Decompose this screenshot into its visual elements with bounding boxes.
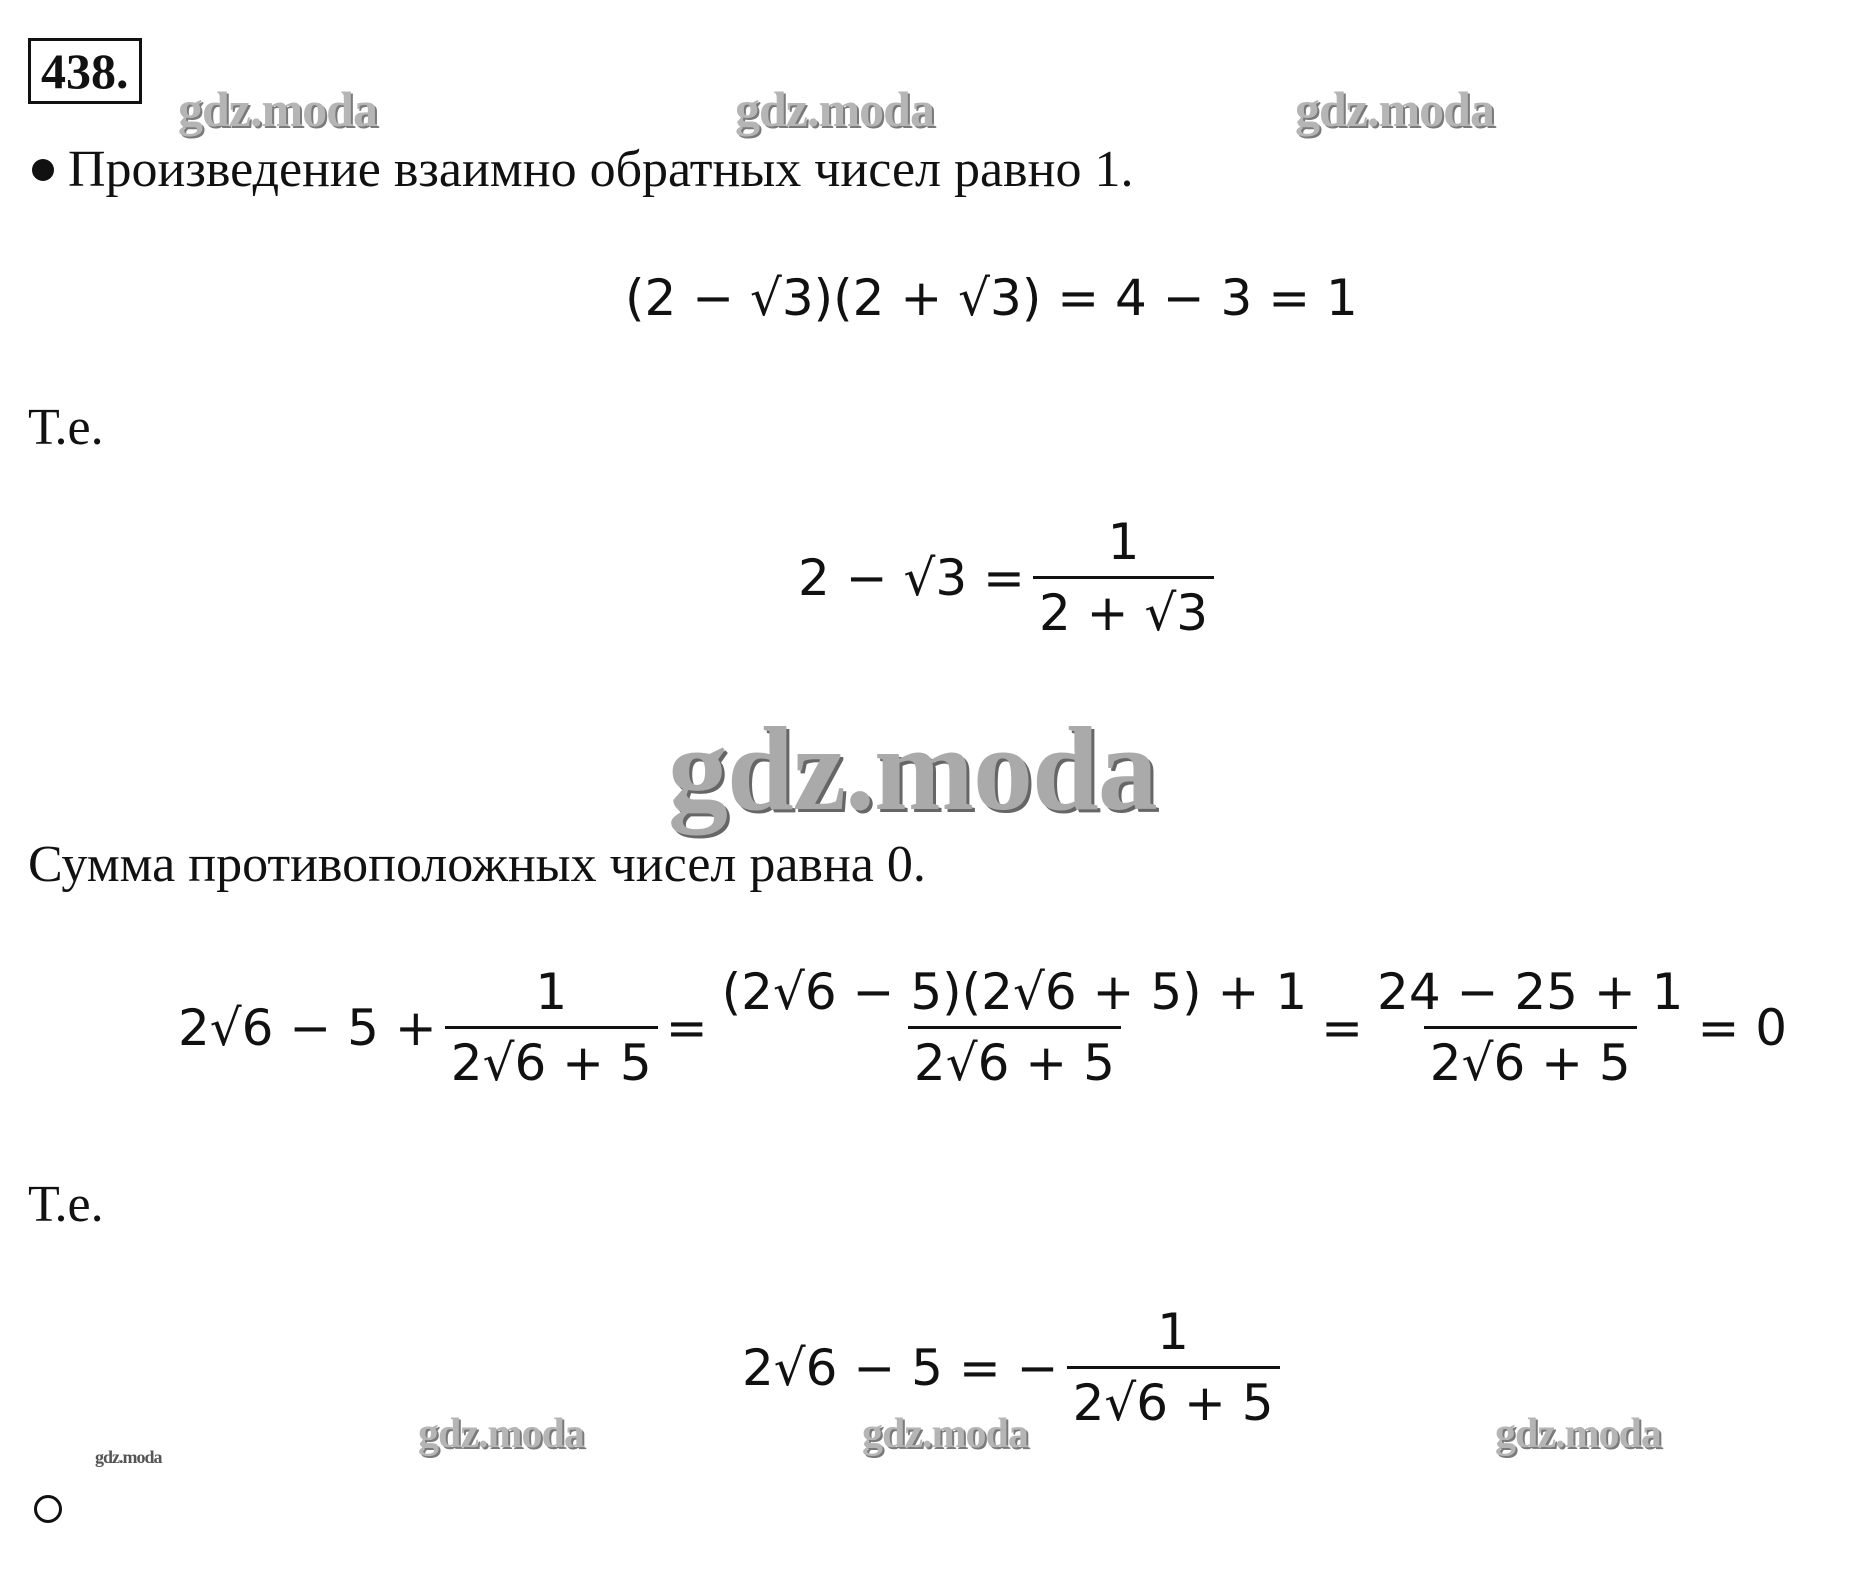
watermark: gdz.moda	[1495, 1411, 1661, 1457]
watermark: gdz.moda	[178, 81, 377, 137]
equation-opposite: 2√6 − 5 = − $\frac{1}{2√6 + 5}$	[742, 1302, 1288, 1433]
statement-product: Произведение взаимно обратных чисел равно 1.	[32, 140, 1133, 200]
equation-reciprocal: 2 − √3 = $\frac{1}{2 + √3}$	[798, 512, 1222, 643]
watermark: gdz.moda	[862, 1411, 1028, 1457]
end-circle-icon	[34, 1495, 62, 1523]
label-ie-2: Т.е.	[28, 1176, 104, 1233]
fraction: $\frac{24 - 25 + 1}{2√6 + 5}$	[1377, 963, 1684, 1092]
label-ie-1: Т.е.	[28, 399, 104, 456]
watermark-small: gdz.moda	[95, 1447, 162, 1467]
statement-sum: Сумма противоположных чисел равна 0.	[28, 836, 926, 893]
bullet-icon	[32, 159, 54, 181]
fraction: $\frac{1}{2√6 + 5}$	[1067, 1302, 1280, 1433]
task-number: 438.	[28, 38, 142, 104]
fraction: $\frac{1}{2√6 + 5}$	[445, 962, 658, 1093]
fraction: $\frac{1}{2 + √3}$	[1033, 512, 1214, 643]
watermark: gdz.moda	[735, 81, 934, 137]
watermark: gdz.moda	[668, 702, 1157, 835]
equation-sum: 2√6 − 5 + $\frac{1}{2√6 + 5}$ = $\frac{(2√6 - 5)(2√6 + 5) + 1}{2√6 + 5}$ = $\frac{24 - 25 + 1}{2√6 + 5}$ = 0	[178, 963, 1788, 1092]
equation-product: (2 − √3)(2 + √3) = 4 − 3 = 1	[625, 269, 1358, 327]
fraction: $\frac{(2√6 - 5)(2√6 + 5) + 1}{2√6 + 5}$	[721, 963, 1308, 1092]
watermark: gdz.moda	[418, 1411, 584, 1457]
watermark: gdz.moda	[1295, 81, 1494, 137]
